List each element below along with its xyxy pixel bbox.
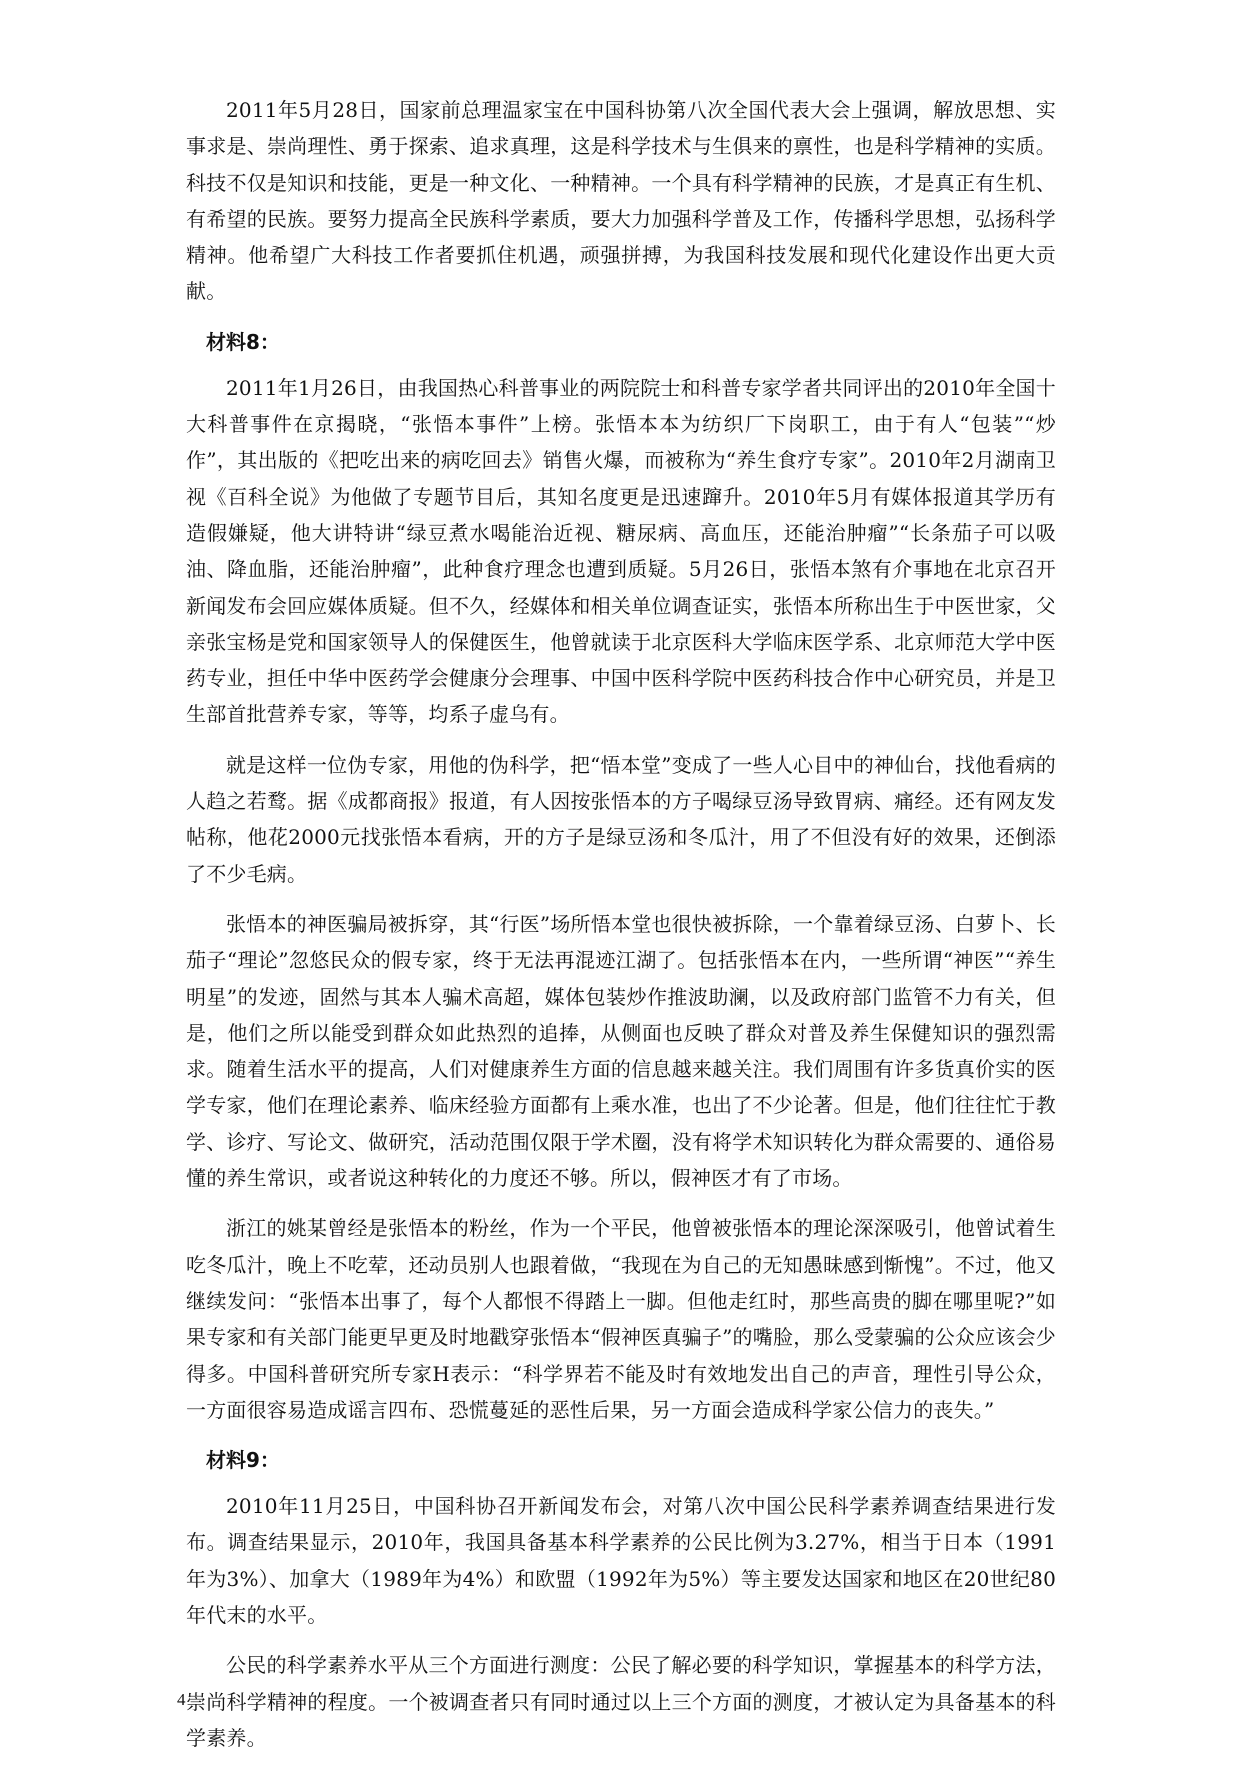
paragraph-material-9-1: 2010年11月25日，中国科协召开新闻发布会，对第八次中国公民科学素养调查结果进行发布。调查结果显示，2010年，我国具备基本科学素养的公民比例为3.27%，相当于日本（1991年为3%）、加拿大（1989年为4%）和欧盟（1992年为5%）等主要发达国家和地区在20世纪80年代末的水平。 [186, 1494, 1056, 1627]
section-heading-material-9: 材料9： [206, 1448, 280, 1473]
page-number: 4 [177, 1690, 186, 1709]
document-body [186, 92, 1056, 1770]
paragraph-intro: 2011年5月28日，国家前总理温家宝在中国科协第八次全国代表大会上强调，解放思想、实事求是、崇尚理性、勇于探索、追求真理，这是科学技术与生俱来的禀性，也是科学精神的实质。科技不仅是知识和技能，更是一种文化、一种精神。一个具有科学精神的民族，才是真正有生机、有希望的民族。要努力提高全民族科学素质，要大力加强科学普及工作，传播科学思想，弘扬科学精神。他希望广大科技工作者要抓住机遇，顽强拼搏，为我国科技发展和现代化建设作出更大贡献。 [186, 98, 1056, 304]
section-heading-material-8: 材料8： [206, 329, 280, 354]
paragraph-material-9-2: 公民的科学素养水平从三个方面进行测度：公民了解必要的科学知识，掌握基本的科学方法，崇尚科学精神的程度。一个被调查者只有同时通过以上三个方面的测度，才被认定为具备基本的科学素养。 [186, 1653, 1056, 1750]
paragraph-material-8-2: 就是这样一位伪专家，用他的伪科学，把“悟本堂”变成了一些人心目中的神仙台，找他看病的人趋之若鹜。据《成都商报》报道，有人因按张悟本的方子喝绿豆汤导致胃病、痛经。还有网友发帖称，他花2000元找张悟本看病，开的方子是绿豆汤和冬瓜汁，用了不但没有好的效果，还倒添了不少毛病。 [186, 752, 1056, 886]
paragraph-material-8-4: 浙江的姚某曾经是张悟本的粉丝，作为一个平民，他曾被张悟本的理论深深吸引，他曾试着生吃冬瓜汁，晚上不吃荤，还动员别人也跟着做，“我现在为自己的无知愚昧感到惭愧”。不过，他又继续发问：“张悟本出事了，每个人都恨不得踏上一脚。但他走红时，那些高贵的脚在哪里呢?”如果专家和有关部门能更早更及时地戳穿张悟本“假神医真骗子”的嘴脸，那么受蒙骗的公众应该会少得多。中国科普研究所专家H表示：“科学界若不能及时有效地发出自己的声音，理性引导公众，一方面很容易造成谣言四布、恐慌蔓延的恶性后果，另一方面会造成科学家公信力的丧失。” [186, 1216, 1056, 1422]
paragraph-material-8-1: 2011年1月26日，由我国热心科普事业的两院院士和科普专家学者共同评出的2010年全国十大科普事件在京揭晓，“张悟本事件”上榜。张悟本本为纺织厂下岗职工，由于有人“包装”“炒作”，其出版的《把吃出来的病吃回去》销售火爆，而被称为“养生食疗专家”。2010年2月湖南卫视《百科全说》为他做了专题节目后，其知名度更是迅速蹿升。2010年5月有媒体报道其学历有造假嫌疑，他大讲特讲“绿豆煮水喝能治近视、糖尿病、高血压，还能治肿瘤”“长条茄子可以吸油、降血脂，还能治肿瘤”，此种食疗理念也遭到质疑。5月26日，张悟本煞有介事地在北京召开新闻发布会回应媒体质疑。但不久，经媒体和相关单位调查证实，张悟本所称出生于中医世家，父亲张宝杨是党和国家领导人的保健医生，他曾就读于北京医科大学临床医学系、北京师范大学中医药专业，担任中华中医药学会健康分会理事、中国中医科学院中医药科技合作中心研究员，并是卫生部首批营养专家，等等，均系子虚乌有。 [186, 375, 1056, 727]
paragraph-material-8-3: 张悟本的神医骗局被拆穿，其“行医”场所悟本堂也很快被拆除，一个靠着绿豆汤、白萝卜、长茄子“理论”忽悠民众的假专家，终于无法再混迹江湖了。包括张悟本在内，一些所谓“神医”“养生明星”的发迹，固然与其本人骗术高超，媒体包装炒作推波助澜，以及政府部门监管不力有关，但是，他们之所以能受到群众如此热烈的追捧，从侧面也反映了群众对普及养生保健知识的强烈需求。随着生活水平的提高，人们对健康养生方面的信息越来越关注。我们周围有许多货真价实的医学专家，他们在理论素养、临床经验方面都有上乘水准，也出了不少论著。但是，他们往往忙于教学、诊疗、写论文、做研究，活动范围仅限于学术圈，没有将学术知识转化为群众需要的、通俗易懂的养生常识，或者说这种转化的力度还不够。所以，假神医才有了市场。 [186, 911, 1056, 1191]
